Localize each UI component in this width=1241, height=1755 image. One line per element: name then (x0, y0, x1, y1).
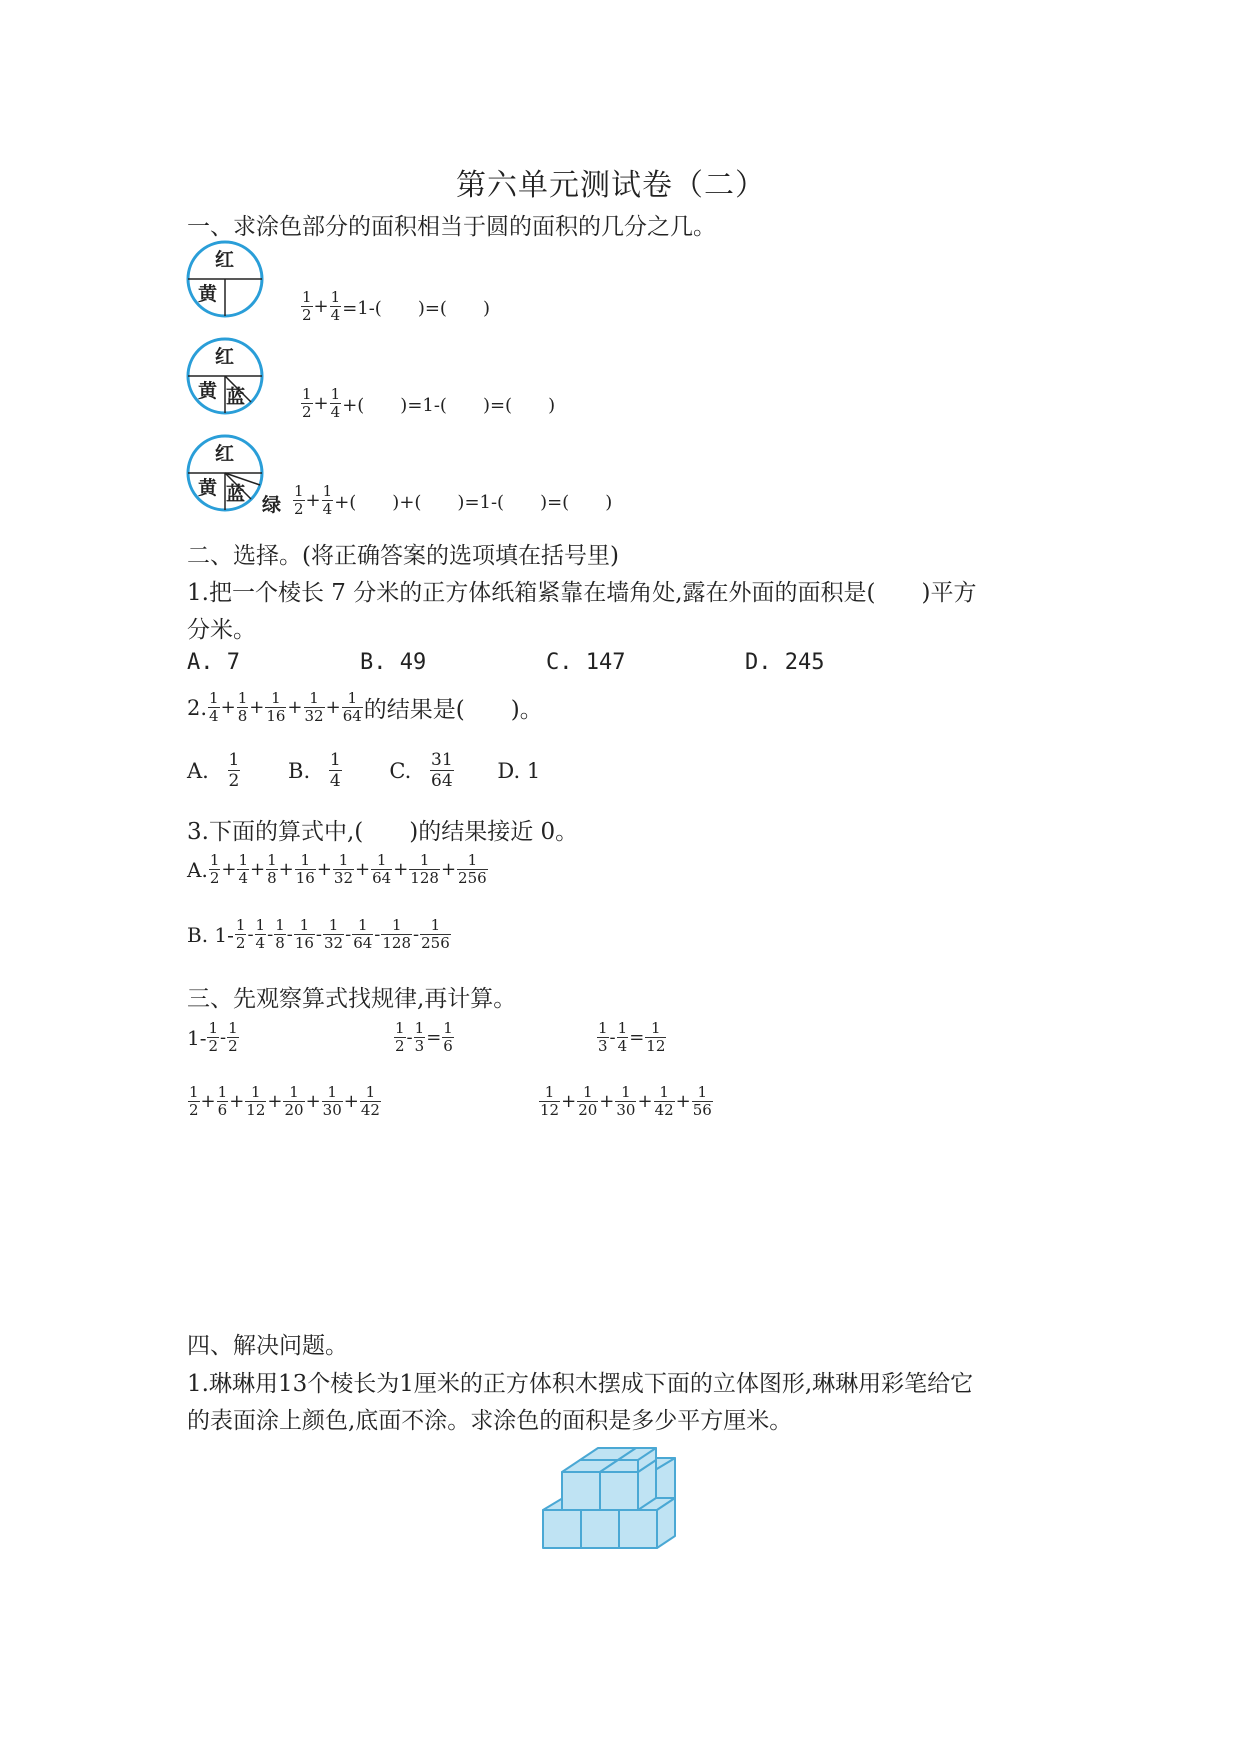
operator: - (315, 924, 323, 945)
fraction: $\frac{1}{64}$ (342, 689, 362, 725)
operator: + (305, 1091, 321, 1112)
pattern-expr-4 (187, 1084, 382, 1119)
page-title: 第六单元测试卷（二） (456, 168, 766, 203)
operator: + (355, 859, 371, 880)
fraction: $\frac{1}{32}$ (324, 916, 344, 952)
fraction: $\frac{1}{30}$ (616, 1083, 636, 1119)
label-yellow: 黄 (198, 283, 218, 305)
fraction: $\frac{1}{2}$ (209, 851, 220, 887)
row2-rest: +( )=1-( )=( ) (342, 394, 556, 416)
operator: + (561, 1091, 577, 1112)
fraction: $\frac{1}{30}$ (322, 1083, 342, 1119)
fraction: $\frac{1}{128}$ (382, 916, 412, 952)
operator: + (599, 1091, 615, 1112)
expr-row-3: $\frac{1}{2}$ + $\frac{1}{4}$ +( )+( )=1-( )=( ) (294, 482, 613, 518)
operator: + (278, 859, 294, 880)
operator: + (343, 1091, 359, 1112)
fraction: $\frac{1}{2}$ (235, 916, 246, 952)
circle-diagram-3 (185, 433, 267, 515)
operator: - (286, 924, 293, 945)
fraction: $\frac{1}{8}$ (267, 851, 277, 887)
circle-diagram-1 (185, 239, 267, 321)
q1-option-c: C. 147 (546, 650, 626, 675)
q1-line2: 分米。 (187, 617, 256, 643)
operator: + (221, 859, 237, 880)
fraction: $\frac{1}{2}$ (189, 1083, 199, 1119)
fraction: $\frac{1}{256}$ (421, 916, 450, 952)
q1-option-d: D. 245 (745, 650, 825, 675)
row3-rest: +( )+( )=1-( )=( ) (334, 491, 613, 513)
fraction: $\frac{1}{8}$ (237, 689, 248, 725)
label-blue: 蓝 (226, 386, 246, 408)
operator: + (675, 1091, 691, 1112)
operator: + (287, 697, 303, 718)
s4-q1-line1: 1.琳琳用13个棱长为1厘米的正方体积木摆成下面的立体图形,琳琳用彩笔给它 (187, 1371, 974, 1397)
operator: + (249, 697, 265, 718)
fraction: $\frac{1}{32}$ (333, 851, 354, 887)
operator: - (413, 924, 420, 945)
fraction: $\frac{1}{42}$ (654, 1083, 674, 1119)
pattern-expr-3: $\frac{1}{3}$ - $\frac{1}{4}$ = $\frac{1}{12}$ (598, 1019, 666, 1055)
row1-rest: =1-( )=( ) (342, 297, 490, 319)
q1-option-b: B. 49 (360, 650, 427, 675)
label-blue: 蓝 (226, 483, 246, 505)
fraction: $\frac{1}{42}$ (360, 1083, 380, 1119)
operator: + (637, 1091, 653, 1112)
section4-heading: 四、解决问题。 (187, 1333, 348, 1359)
label-red: 红 (215, 443, 235, 465)
pattern-expr-5 (538, 1084, 714, 1119)
operator: + (250, 859, 266, 880)
q2-stem: 2. $\frac{1}{4}$ + $\frac{1}{8}$ + $\frac{1}{16}$ + $\frac{1}{32}$ + $\frac{1}{64}$ 的结果是( )。 (187, 689, 543, 725)
label-yellow: 黄 (198, 380, 218, 402)
q3-option-b: B. 1- $\frac{1}{2}$ - $\frac{1}{4}$ - $\frac{1}{8}$ - $\frac{1}{16}$ - $\frac{1}{32}$ - $\frac{1}{64}$ - $\frac{1}{128}$ - $\frac{1}{256}$ (187, 916, 450, 952)
fraction: $\frac{1}{6}$ (217, 1083, 228, 1119)
operator: - (374, 924, 381, 945)
operator: + (200, 1091, 216, 1112)
section2-heading: 二、选择。(将正确答案的选项填在括号里) (187, 543, 619, 569)
expr-row-2: $\frac{1}{2}$ + $\frac{1}{4}$ +( )=1-( )=( ) (302, 385, 556, 421)
fraction: $\frac{1}{12}$ (246, 1083, 266, 1119)
section1-heading: 一、求涂色部分的面积相当于圆的面积的几分之几。 (187, 214, 716, 240)
q3-option-a: A. $\frac{1}{2}$ + $\frac{1}{4}$ + $\frac{1}{8}$ + $\frac{1}{16}$ + $\frac{1}{32}$ + $\frac{1}{64}$ + $\frac{1}{128}$ + $\frac{1}{256}$ (187, 851, 487, 887)
q3-stem: 3.下面的算式中,( )的结果接近 0。 (187, 819, 579, 845)
fraction: $\frac{1}{128}$ (410, 851, 439, 887)
cube-figure (540, 1440, 690, 1550)
label-red: 红 (215, 346, 235, 368)
operator: - (247, 924, 254, 945)
operator: + (316, 859, 332, 880)
fraction: $\frac{1}{4}$ (255, 916, 266, 952)
fraction: $\frac{1}{8}$ (275, 916, 285, 952)
operator: + (440, 859, 457, 880)
fraction: $\frac{1}{64}$ (372, 851, 392, 887)
label-red: 红 (215, 249, 235, 271)
pattern-expr-1: 1- $\frac{1}{2}$ - $\frac{1}{2}$ (187, 1019, 238, 1055)
q2-options: A. $\frac{1}{2}$ B. $\frac{1}{4}$ C. $\frac{31}{64}$ D. 1 (187, 750, 541, 791)
operator: + (229, 1091, 245, 1112)
fraction: $\frac{1}{12}$ (540, 1083, 560, 1119)
operator: - (267, 924, 274, 945)
fraction: $\frac{1}{4}$ (209, 689, 219, 725)
circle-diagram-2 (185, 336, 267, 418)
operator: + (220, 697, 236, 718)
fraction: $\frac{1}{64}$ (353, 916, 373, 952)
operator: + (325, 697, 341, 718)
fraction: $\frac{1}{16}$ (294, 916, 314, 952)
operator: - (345, 924, 352, 945)
q1-line1: 1.把一个棱长 7 分米的正方体纸箱紧靠在墙角处,露在外面的面积是( )平方 (187, 580, 977, 606)
operator: + (393, 859, 409, 880)
s4-q1-line2: 的表面涂上颜色,底面不涂。求涂色的面积是多少平方厘米。 (187, 1408, 793, 1434)
fraction: $\frac{1}{32}$ (304, 689, 324, 725)
label-green: 绿 (262, 494, 282, 516)
fraction: $\frac{1}{56}$ (692, 1083, 712, 1119)
fraction: $\frac{1}{20}$ (284, 1083, 304, 1119)
fraction: $\frac{1}{16}$ (295, 851, 315, 887)
q1-option-a: A. 7 (187, 650, 240, 675)
fraction: $\frac{1}{16}$ (266, 689, 286, 725)
operator: + (267, 1091, 283, 1112)
expr-row-1: $\frac{1}{2}$ + $\frac{1}{4}$ =1-( )=( ) (302, 288, 490, 324)
label-yellow: 黄 (198, 477, 218, 499)
pattern-expr-2: $\frac{1}{2}$ - $\frac{1}{3}$ = $\frac{1}{6}$ (395, 1019, 453, 1055)
fraction: $\frac{1}{20}$ (578, 1083, 598, 1119)
section3-heading: 三、先观察算式找规律,再计算。 (187, 986, 517, 1012)
fraction: $\frac{1}{256}$ (458, 851, 487, 887)
fraction: $\frac{1}{4}$ (238, 851, 248, 887)
